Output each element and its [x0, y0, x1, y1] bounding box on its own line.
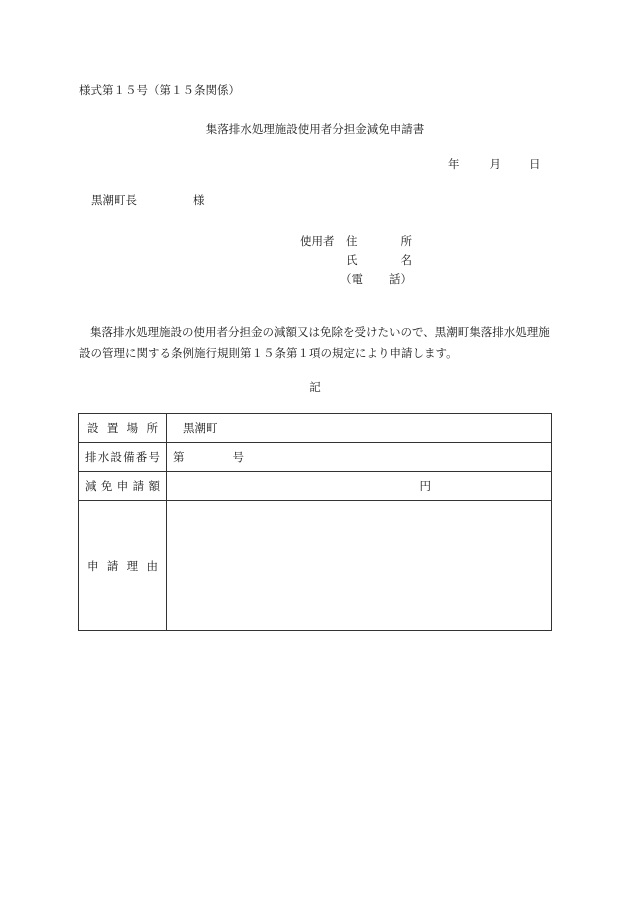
name-label-1: 氏: [346, 253, 358, 267]
applicant-name-row: [300, 251, 412, 270]
form-number: 様式第１５号（第１５条関係）: [79, 83, 240, 97]
table-row-equipment-number: [79, 443, 552, 472]
location-label: 設 置 場 所: [79, 414, 167, 443]
date-month: 月: [489, 157, 501, 171]
name-label-2: 名: [400, 253, 412, 267]
table-row-reason: [79, 501, 552, 631]
date-year: 年: [448, 157, 460, 171]
phone-label: [340, 270, 412, 289]
addressee-honorific: 様: [193, 193, 205, 207]
date-line: [448, 156, 541, 172]
date-day: 日: [529, 157, 541, 171]
applicant-role: 使用者: [300, 234, 335, 248]
addressee-name: 黒潮町長: [91, 193, 137, 207]
equipment-number-label: 排 水 設 備 番 号: [79, 443, 167, 472]
detail-table: [78, 413, 552, 631]
location-value[interactable]: [167, 414, 552, 443]
ki-heading: 記: [309, 380, 321, 394]
reason-value[interactable]: [167, 501, 552, 631]
phone-label-2: 話）: [389, 272, 412, 286]
body-text: 集落排水処理施設の使用者分担金の減額又は免除を受けたいので、黒潮町集落排水処理施設の管理に関する条例施行規則第１５条第１項の規定により申請します。: [79, 325, 550, 360]
equipment-number-value[interactable]: [167, 443, 552, 472]
address-label: [346, 232, 412, 251]
amount-unit: 円: [419, 479, 431, 493]
phone-label-1: （電: [340, 272, 363, 286]
address-label-2: 所: [400, 234, 412, 248]
equipment-number-prefix: 第: [173, 450, 185, 464]
applicant-phone-row: [300, 270, 412, 289]
equipment-number-suffix: 号: [232, 450, 244, 464]
reason-label: 申 請 理 由: [79, 501, 167, 631]
applicant-address-row: [300, 232, 412, 251]
table-row-amount: [79, 472, 552, 501]
amount-label: 減 免 申 請 額: [79, 472, 167, 501]
address-label-1: 住: [346, 234, 358, 248]
name-label: [346, 251, 412, 270]
location-value-text: 黒潮町: [183, 421, 218, 435]
addressee: [91, 192, 205, 208]
table-row-location: [79, 414, 552, 443]
applicant-block: [300, 232, 412, 289]
amount-value[interactable]: [167, 472, 552, 501]
document-title: 集落排水処理施設使用者分担金減免申請書: [205, 122, 425, 136]
